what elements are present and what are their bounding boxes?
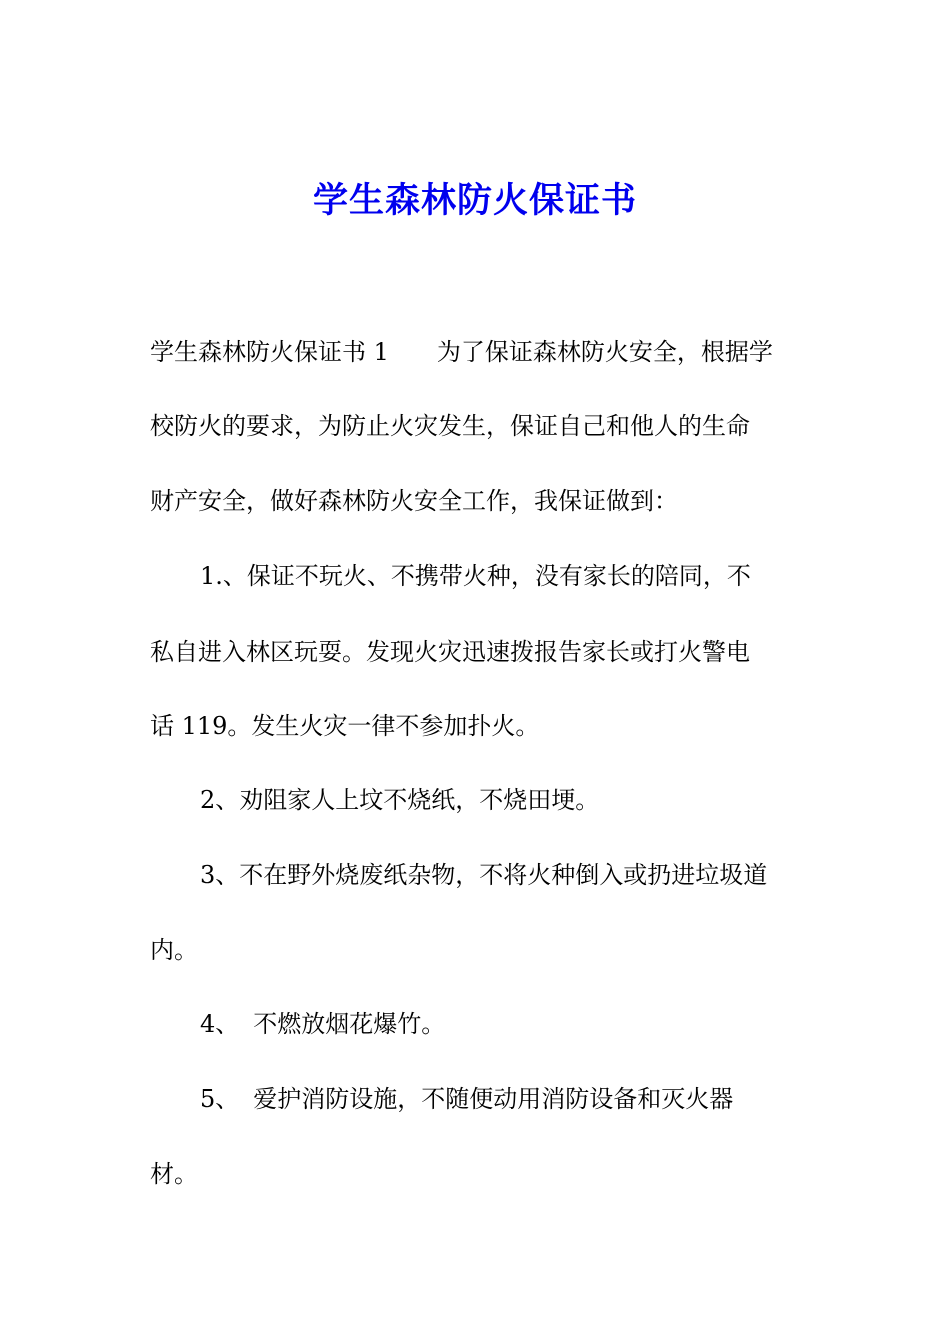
paragraph-line-2: 校防火的要求，为防止火灾发生，保证自己和他人的生命 [150, 412, 750, 440]
item-5-text: 爱护消防设施，不随便动用消防设备和灭火器 [253, 1085, 734, 1113]
item-4 [200, 1008, 445, 1040]
item-5-line-1 [200, 1083, 733, 1115]
paragraph-text: 为了保证森林防火安全，根据学 [436, 338, 773, 366]
item-3-line-1: 3、不在野外烧废纸杂物，不将火种倒入或扔进垃圾道 [200, 861, 768, 889]
item-5-line-2: 材。 [150, 1160, 198, 1188]
item-2: 2、劝阻家人上坟不烧纸，不烧田埂。 [200, 786, 600, 814]
item-1-line-1: 1.、保证不玩火、不携带火种，没有家长的陪同，不 [200, 562, 751, 590]
item-3-line-2: 内。 [150, 936, 198, 964]
item-4-number: 4、 [200, 1010, 240, 1038]
paragraph-line-1 [150, 336, 773, 368]
item-1-line-3: 话 119。发生火灾一律不参加扑火。 [150, 712, 540, 740]
document-title: 学生森林防火保证书 [312, 180, 637, 221]
item-1-line-2: 私自进入林区玩耍。发现火灾迅速拨报告家长或打火警电 [150, 638, 750, 666]
paragraph-line-3: 财产安全，做好森林防火安全工作，我保证做到： [150, 487, 678, 515]
item-4-text: 不燃放烟花爆竹。 [253, 1010, 446, 1038]
item-5-number: 5、 [200, 1085, 240, 1113]
section-heading: 学生森林防火保证书 1 [150, 338, 389, 366]
